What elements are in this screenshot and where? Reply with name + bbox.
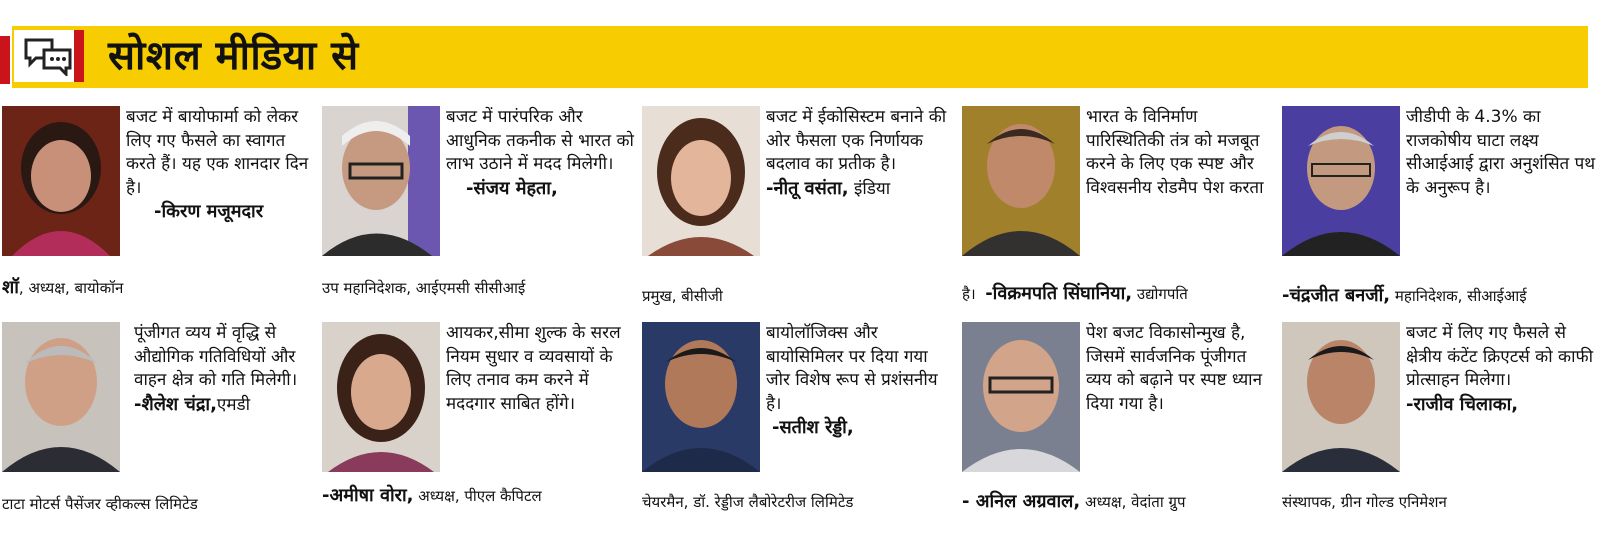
person-photo [962, 106, 1080, 256]
person-photo [642, 106, 760, 256]
quote-text: बजट में पारंपरिक और आधुनिक तकनीक से भारत को लाभ उठाने में मदद मिलेगी। -संजय मेहता, [446, 107, 634, 199]
person-byline: प्रमुख, बीसीजी [642, 287, 723, 305]
person-photo [1282, 322, 1400, 472]
person-name: - अनिल अग्रवाल, [962, 491, 1081, 512]
quote-text: बजट में बायोफार्मा को लेकर लिए गए फैसले का स्वागत करते हैं। यह एक शानदार दिन है। -किरण मजूमदार [126, 107, 309, 222]
person-photo [322, 322, 440, 472]
person-name: -सतीश रेड्डी, [772, 417, 854, 438]
person-byline: संस्थापक, ग्रीन गोल्ड एनिमेशन [1282, 493, 1447, 511]
quote-card [2, 322, 322, 536]
quote-card [322, 106, 642, 320]
quote-text: बजट में लिए गए फैसले से क्षेत्रीय कंटेंट क्रिएटर्स को काफी प्रोत्साहन मिलेगा। -राजीव चिलाका, [1406, 323, 1593, 415]
person-byline: चेयरमैन, डॉ. रेड्डीज लैबोरेटरीज लिमिटेड [642, 493, 854, 511]
person-byline: है। -विक्रमपति सिंघानिया, उद्योगपति [962, 283, 1188, 304]
quote-card [642, 322, 962, 536]
person-byline: -अमीषा वोरा, अध्यक्ष, पीएल कैपिटल [322, 485, 542, 506]
quote-card [962, 106, 1282, 320]
quote-card [322, 322, 642, 536]
person-name: -अमीषा वोरा, [322, 485, 414, 506]
person-photo [2, 106, 120, 256]
person-name: -नीतू वसंता, [766, 177, 849, 199]
quote-card [1282, 322, 1600, 536]
header-icon-box [14, 30, 84, 82]
quote-text: बायोलॉजिक्स और बायोसिमिलर पर दिया गया जोर विशेष रूप से प्रशंसनीय है। -सतीश रेड्डी, [766, 323, 938, 438]
header-accent-bar [0, 36, 10, 84]
person-name: -शैलेश चंद्रा, [134, 393, 217, 415]
person-name: -विक्रमपति सिंघानिया, [985, 283, 1133, 304]
person-photo [2, 322, 120, 472]
quote-text: पूंजीगत व्यय में वृद्धि से औद्योगिक गतिविधियों और वाहन क्षेत्र को गति मिलेगी। -शैलेश चंद्रा,एमडी [134, 323, 298, 415]
person-name: -राजीव चिलाका, [1406, 393, 1519, 415]
quote-text: जीडीपी के 4.3% का राजकोषीय घाटा लक्ष्य सीआईआई द्वारा अनुशंसित पथ के अनुरूप है। [1406, 107, 1596, 198]
quote-card [642, 106, 962, 320]
quote-text: पेश बजट विकासोन्मुख है, जिसमें सार्वजनिक पूंजीगत व्यय को बढ़ाने पर स्पष्ट ध्यान दिया गया है। [1086, 323, 1263, 414]
person-byline: टाटा मोटर्स पैसेंजर व्हीकल्स लिमिटेड [2, 495, 198, 513]
person-byline: शॉ, अध्यक्ष, बायोकॉन [2, 277, 124, 298]
person-byline: -चंद्रजीत बनर्जी, महानिदेशक, सीआईआई [1282, 285, 1527, 306]
person-byline: - अनिल अग्रवाल, अध्यक्ष, वेदांता ग्रुप [962, 491, 1186, 512]
person-name: -चंद्रजीत बनर्जी, [1282, 285, 1391, 306]
section-title: सोशल मीडिया से [108, 33, 359, 79]
person-name: -किरण मजूमदार [154, 201, 264, 222]
person-photo [962, 322, 1080, 472]
quote-text: बजट में ईकोसिस्टम बनाने की ओर फैसला एक निर्णायक बदलाव का प्रतीक है। -नीतू वसंता, इंडिया [766, 107, 947, 199]
quote-text: आयकर,सीमा शुल्क के सरल नियम सुधार व व्यवसायों के लिए तनाव कम करने में मददगार साबित होंगे। [446, 323, 621, 414]
quote-card [1282, 106, 1600, 320]
quote-card [2, 106, 322, 320]
person-photo [322, 106, 440, 256]
quote-card [962, 322, 1282, 536]
section-header [0, 24, 1600, 90]
person-byline: उप महानिदेशक, आईएमसी सीसीआई [322, 279, 526, 297]
quote-text: भारत के विनिर्माण पारिस्थितिकी तंत्र को मजबूत करने के लिए एक स्पष्ट और विश्वसनीय रोडमैप पेश करता [1086, 107, 1264, 198]
person-photo [642, 322, 760, 472]
person-name: -संजय मेहता, [466, 177, 558, 199]
person-photo [1282, 106, 1400, 256]
chat-bubbles-icon [22, 36, 74, 76]
